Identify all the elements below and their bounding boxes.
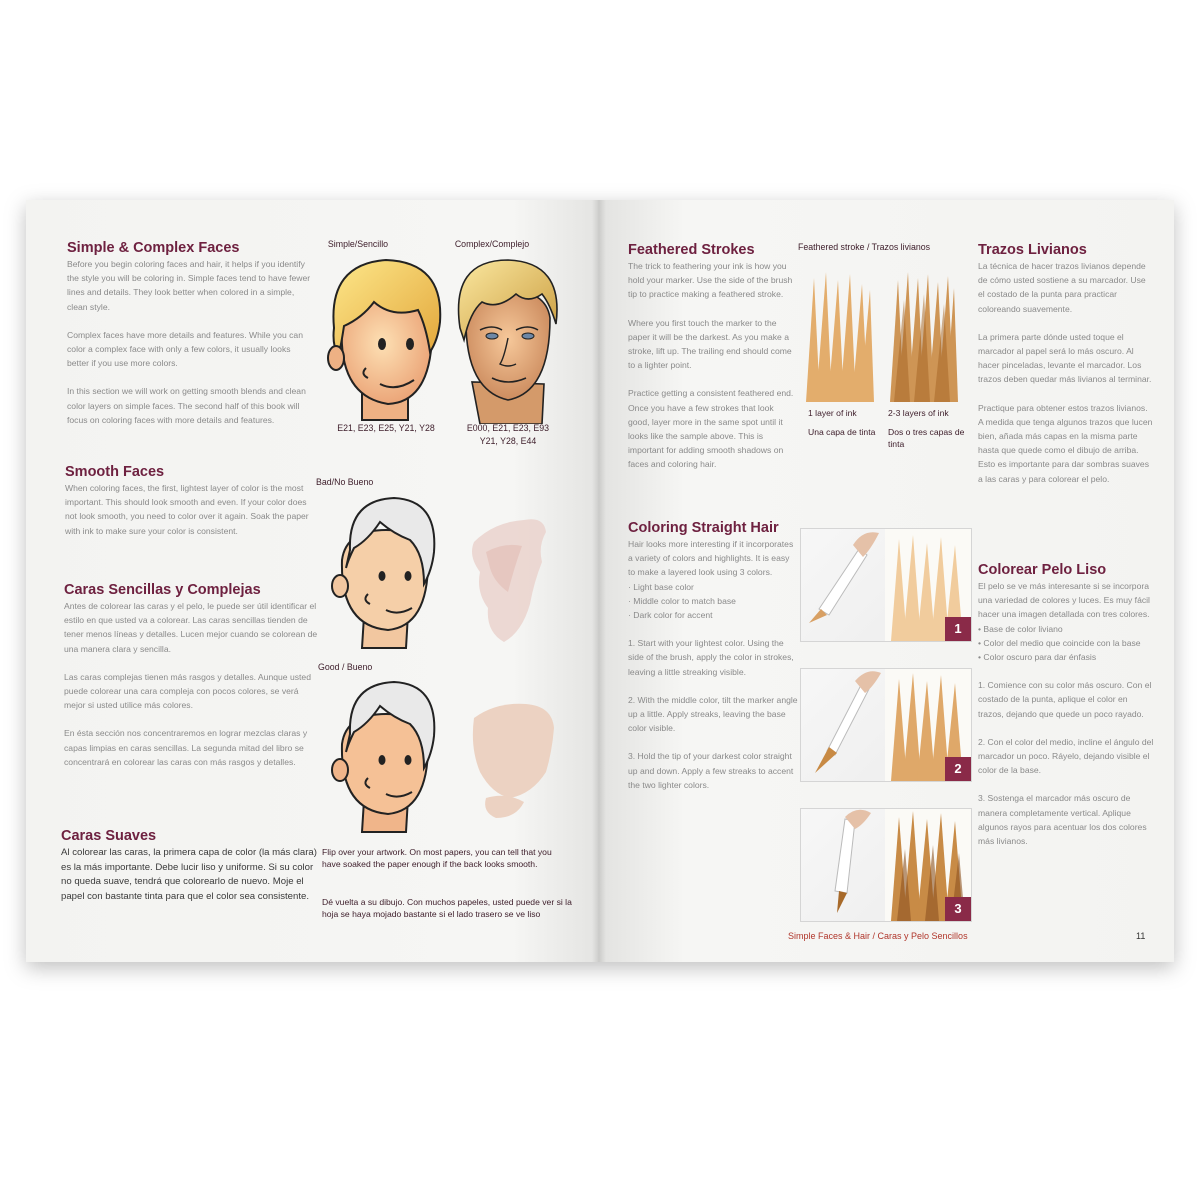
paragraph: 3. Hold the tip of your darkest color straight up and down. Apply a few streaks to accent the two lighter colors. <box>628 751 794 790</box>
list-item: · Middle color to match base <box>628 595 736 606</box>
list-item: • Base de color liviano <box>978 623 1063 634</box>
paragraph: Complex faces have more details and features. While you can color a complex face with only a few colors, it usually looks better if you use more colors. <box>67 329 303 369</box>
book-gutter <box>592 200 606 962</box>
paragraph: En ésta sección nos concentraremos en lograr mezclas claras y capas limpias en caras sencillas. La segunda mitad del libro se concentrará en colorear las caras con más rasgos y detalles. <box>64 728 308 767</box>
paragraph: In this section we will work on getting smooth blends and clean color layers on simple faces. The second half of this book will focus on coloring faces with more details and features. <box>67 386 306 425</box>
paragraph: When coloring faces, the first, lightest layer of color is the most important. This should look smooth and even. If your color does not look smooth, you need to color over it again. Soak the paper with ink to make sure your color is consistent. <box>65 483 309 536</box>
una-capa-label: Una capa de tinta <box>808 427 876 437</box>
heading-trazos-livianos: Trazos Livianos <box>978 242 1087 258</box>
paragraph: La primera parte dónde usted toque el marcador al papel será lo más oscuro. Al hacer pinceladas, levante el marcador. Los trazos deben quedar más livianos al terminar. <box>978 331 1152 385</box>
list-item: · Dark color for accent <box>628 610 713 621</box>
two-layers-label: 2-3 layers of ink <box>888 408 949 418</box>
paragraph: La técnica de hacer trazos livianos depende de cómo usted sostiene a su marcador. Use el costado de la punta para practicar coloreando suavemente. <box>978 261 1146 314</box>
step-badge: 3 <box>945 897 971 921</box>
step-3-photo <box>800 808 972 922</box>
heading-caras-sencillas: Caras Sencillas y Complejas <box>64 582 261 598</box>
open-book <box>26 200 1174 968</box>
stroke-sample-multi-layer <box>888 270 958 402</box>
paragraph: Hair looks more interesting if it incorporates a variety of colors and highlights. It is easy to make a layered look using 3 colors. <box>628 539 794 578</box>
paragraph: Before you begin coloring faces and hair, it helps if you identify the style you will be coloring in. Simple faces tend to have fewer lines and details. They look better when colored in a simple, clean style. <box>67 259 311 312</box>
bad-face-illustration <box>324 490 442 650</box>
stroke-sample-one-layer <box>804 270 874 402</box>
left-page <box>26 200 598 962</box>
simple-label: Simple/Sencillo <box>327 239 389 249</box>
good-label: Good / Bueno <box>318 662 373 672</box>
step-2-photo <box>800 668 972 782</box>
bad-swatch-back <box>464 512 554 652</box>
heading-simple-complex-faces: Simple & Complex Faces <box>67 240 240 256</box>
complex-label: Complex/Complejo <box>454 239 530 249</box>
simple-color-codes: E21, E23, E25, Y21, Y28 <box>337 423 435 433</box>
running-footer: Simple Faces & Hair / Caras y Pelo Sencillos <box>788 931 968 941</box>
paragraph: El pelo se ve más interesante si se incorpora una variedad de colores y luces. Es muy fácil hacer una imagen detallada con tres colores. <box>978 581 1150 620</box>
right-page <box>598 200 1174 962</box>
list-item: • Color del medio que coincide con la base <box>978 637 1141 648</box>
good-swatch-back <box>466 698 558 828</box>
step-1-photo <box>800 528 972 642</box>
good-face-illustration <box>324 674 442 834</box>
flip-caption-en: Flip over your artwork. On most papers, you can tell that you have soaked the paper enough if the back looks smooth. <box>322 847 552 869</box>
paragraph: Las caras complejas tienen más rasgos y detalles. Aunque usted puede colorear una cara compleja con pocos colores, se verá mejor si usted utilice más colores. <box>64 671 311 711</box>
heading-colorear-pelo-liso: Colorear Pelo Liso <box>978 562 1107 578</box>
simple-face-illustration <box>322 256 452 424</box>
paragraph: The trick to feathering your ink is how you hold your marker. Use the side of the brush tip to practice making a feathered stroke. <box>628 261 793 300</box>
one-layer-label: 1 layer of ink <box>808 408 857 418</box>
paragraph: 1. Start with your lightest color. Using the side of the brush, apply the color in strokes, leaving a little streaking visible. <box>628 638 794 677</box>
paragraph: Practice getting a consistent feathered end. Once you have a few strokes that look good, layer more in the same spot until it looks like the sample above. This is important for adding smooth shadows on faces and coloring hair. <box>628 388 794 470</box>
paragraph: Where you first touch the marker to the paper it will be the darkest. As you make a stroke, lift up. The trailing end should come to a lighter point. <box>628 317 792 371</box>
heading-smooth-faces: Smooth Faces <box>65 464 165 480</box>
step-badge: 1 <box>945 617 971 641</box>
complex-color-codes: E000, E21, E23, E93 Y21, Y28, E44 <box>466 423 550 446</box>
heading-caras-suaves: Caras Suaves <box>61 828 157 844</box>
list-item: • Color oscuro para dar énfasis <box>978 652 1097 663</box>
step-badge: 2 <box>945 757 971 781</box>
paragraph: 3. Sostenga el marcador más oscuro de manera completamente vertical. Aplique algunos rayos para acentuar los dos colores más livianos. <box>978 793 1147 847</box>
paragraph: 2. With the middle color, tilt the marker angle up a little. Apply streaks, leaving the base color visible. <box>628 694 798 734</box>
page-number: 11 <box>1136 931 1146 941</box>
flip-caption-es: Dé vuelta a su dibujo. Con muchos papeles, usted puede ver si la hoja se haya mojado bastante si el lado trasero se ve liso <box>322 897 572 919</box>
feathered-stroke-label: Feathered stroke / Trazos livianos <box>798 242 931 252</box>
heading-coloring-straight-hair: Coloring Straight Hair <box>628 520 779 536</box>
list-item: · Light base color <box>628 581 694 592</box>
paragraph: 1. Comience con su color más oscuro. Con el costado de la punta, aplique el color en trazos, dejando que quede un poco rayado. <box>978 680 1152 719</box>
paragraph: Al colorear las caras, la primera capa de color (la más clara) es la más importante. Debe lucir liso y uniforme. Si su color no queda suave, tendrá que colorearlo de nuevo. Moje el papel con bastante tinta para que el color sea consistente. <box>61 847 317 902</box>
heading-feathered-strokes: Feathered Strokes <box>628 242 755 258</box>
dos-capas-label: Dos o tres capas de tinta <box>888 427 965 449</box>
paragraph: 2. Con el color del medio, incline el ángulo del marcador un poco. Ráyelo, dejando visible el color de la base. <box>978 736 1154 776</box>
bad-label: Bad/No Bueno <box>316 477 374 487</box>
complex-face-illustration <box>446 254 566 424</box>
paragraph: Practique para obtener estos trazos livianos. A medida que tenga algunos trazos que lucen bien, añada más capas en la misma parte hasta que quede como el dibujo de arriba. Esto es importante para dar sombras suaves a las caras y para colorear el pelo. <box>978 402 1153 484</box>
paragraph: Antes de colorear las caras y el pelo, le puede ser útil identificar el estilo en que usted va a colorear. Las caras sencillas tienden de tener menos líneas y detalles. Lucen mejor cuando se colorean de una manera clara y sencilla. <box>64 601 318 654</box>
